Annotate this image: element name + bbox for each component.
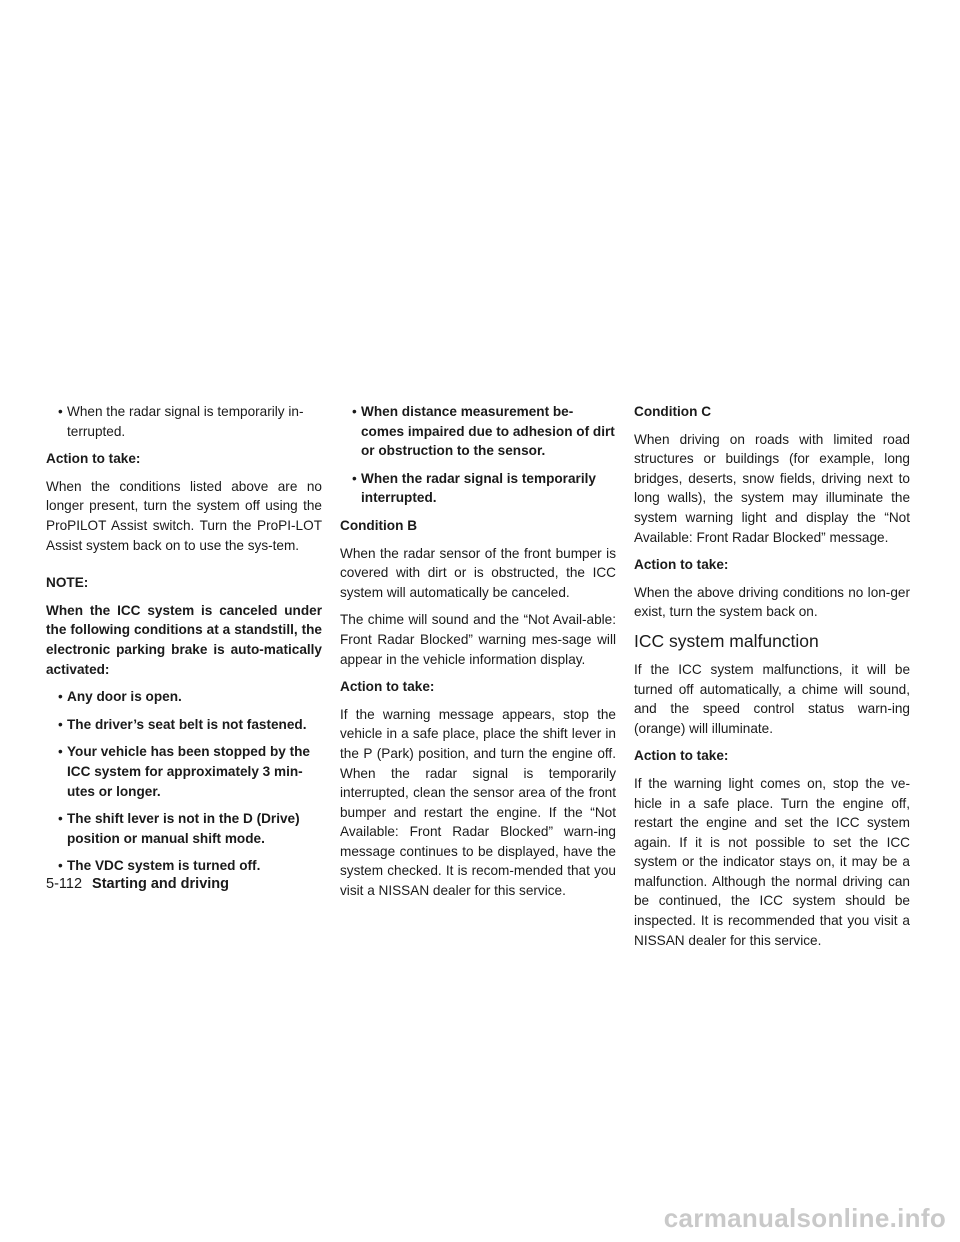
column-left (46, 402, 322, 884)
action-heading: Action to take: (634, 557, 729, 573)
bullet-list-top (46, 402, 322, 441)
page-number: 5-112 (46, 876, 83, 892)
paragraph: If the warning message appears, stop the vehicle in a safe place, place the shift lever in the P (Park) position, and turn the engine off. When the radar signal is temporarily interrupted, clean the sensor area of the front bumper and restart the engine. If the “Not Available: Front Radar Blocked” warn-ing message continues to be displayed, have the system checked. It is recom-mended that you visit a NISSAN dealer for this service. (340, 706, 616, 899)
page-footer (46, 876, 229, 892)
paragraph: If the warning light comes on, stop the ve-hicle in a safe place. Turn the engine off, restart the engine and set the ICC system again. If it is not possible to set the ICC system or the indicator stays on, it may be a malfunction. Although the normal driving can be continued, the ICC system should be inspected. It is recommended that you visit a NISSAN dealer for this service. (634, 775, 910, 948)
list-item: • Any door is open. (46, 687, 322, 707)
action-heading: Action to take: (340, 679, 435, 695)
paragraph: When the radar sensor of the front bumper is covered with dirt or is obstructed, the ICC system will automatically be canceled. (340, 545, 616, 600)
watermark: carmanualsonline.info (663, 1203, 946, 1233)
bold-bullet-list (340, 402, 616, 508)
paragraph: The chime will sound and the “Not Avail-able: Front Radar Blocked” warning mes-sage will appear in the vehicle information display. (340, 612, 616, 667)
list-item: • The shift lever is not in the D (Drive) position or manual shift mode. (46, 809, 322, 848)
paragraph: If the ICC system malfunctions, it will be turned off automatically, a chime will sound, and the speed control status warn-ing (orange) will illuminate. (634, 661, 910, 736)
list-item: • When distance measurement be-comes impaired due to adhesion of dirt or obstruction to the sensor. (340, 402, 616, 461)
column-right (634, 402, 910, 958)
column-middle (340, 402, 616, 909)
section-title: ICC system malfunction (634, 630, 819, 651)
note-heading: NOTE: (46, 575, 89, 591)
list-item: • When the radar signal is temporarily interrupted. (340, 469, 616, 508)
list-item: • When the radar signal is temporarily in-terrupted. (46, 402, 322, 441)
list-item: • Your vehicle has been stopped by the ICC system for approximately 3 min-utes or longer. (46, 742, 322, 801)
note-paragraph: When the ICC system is canceled under the following conditions at a standstill, the electronic parking brake is auto-matically activated: (46, 602, 322, 677)
paragraph: When driving on roads with limited road structures or buildings (for example, long bridges, deserts, snow fields, driving next to long walls), the system may illuminate the system warning light and display the “Not Available: Front Radar Blocked” message. (634, 431, 910, 545)
paragraph: When the conditions listed above are no longer present, turn the system off using the ProPILOT Assist switch. Turn the ProPI-LOT Assist system back on to use the sys-tem. (46, 478, 322, 553)
list-item: • The VDC system is turned off. (46, 856, 322, 876)
paragraph: When the above driving conditions no lon-ger exist, turn the system back on. (634, 584, 910, 620)
note-list (46, 687, 322, 876)
action-heading: Action to take: (634, 748, 729, 764)
action-heading: Action to take: (46, 451, 141, 467)
list-item: • The driver’s seat belt is not fastened. (46, 715, 322, 735)
condition-b-heading: Condition B (340, 517, 418, 533)
footer-section-title: Starting and driving (92, 876, 229, 892)
condition-c-heading: Condition C (634, 404, 712, 419)
